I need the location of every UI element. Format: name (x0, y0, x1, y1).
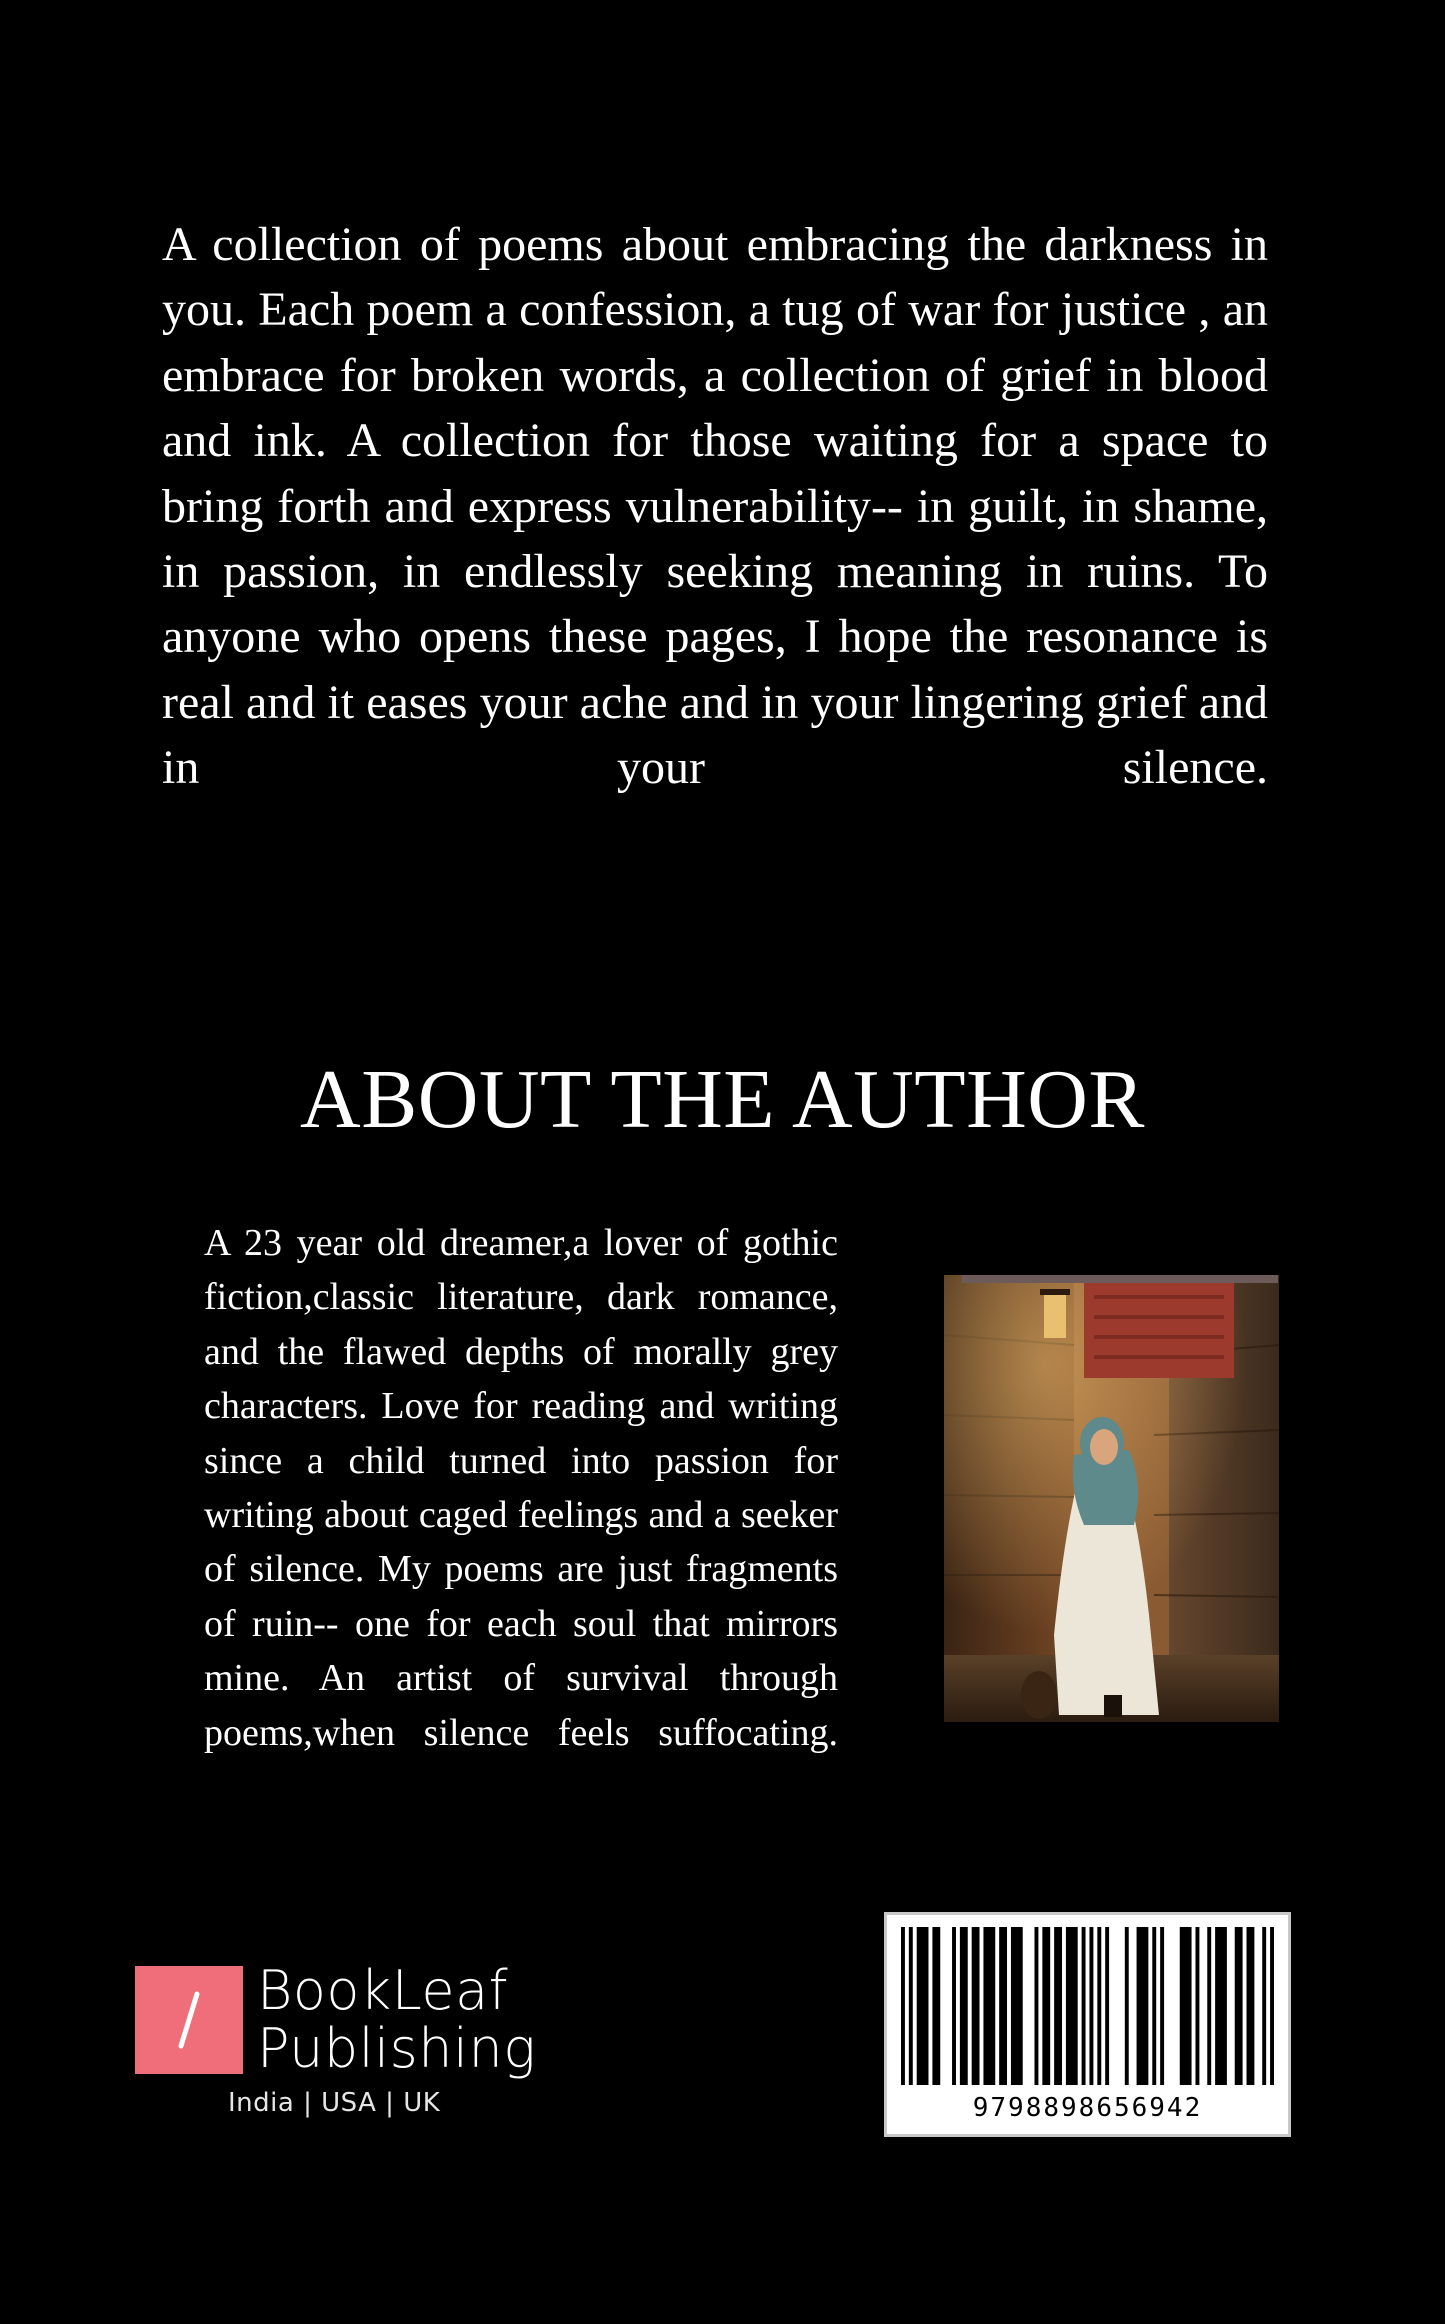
barcode-bar (1270, 1927, 1274, 2085)
author-photo (944, 1275, 1279, 1722)
barcode-bar (1235, 1927, 1243, 2085)
barcode-bar (1125, 1927, 1129, 2085)
publisher-slash-icon (135, 1966, 243, 2074)
barcode-bar (1011, 1927, 1023, 2085)
barcode-bar (1160, 1927, 1164, 2085)
publisher-regions: India | USA | UK (228, 2088, 441, 2118)
barcode-bar (1089, 1927, 1093, 2085)
publisher-name (257, 1959, 537, 2080)
barcode-bar (1066, 1927, 1078, 2085)
barcode-bar (1054, 1927, 1062, 2085)
isbn-barcode (884, 1912, 1291, 2137)
barcode-bar (917, 1927, 929, 2085)
barcode-bars (887, 1915, 1288, 2090)
author-bio: A 23 year old dreamer,a lover of gothic fiction,classic literature, dark romance, and the flawed depths of morally grey characters. Love for reading and writing since a child turned into passion for writing about caged feelings and a seeker of silence. My poems are just fragments of ruin-- one for each soul that mirrors mine. An artist of survival through poems,when silence feels suffocating. (204, 1222, 838, 1754)
barcode-bar (972, 1927, 980, 2085)
barcode-bar (1207, 1927, 1211, 2085)
barcode-bar (999, 1927, 1007, 2085)
barcode-bar (901, 1927, 905, 2085)
barcode-bar (952, 1927, 956, 2085)
barcode-bar (1180, 1927, 1192, 2085)
barcode-bar (1195, 1927, 1199, 2085)
barcode-bar (960, 1927, 968, 2085)
barcode-bar (1215, 1927, 1227, 2085)
publisher-logo (135, 1959, 555, 2132)
barcode-bar (909, 1927, 913, 2085)
barcode-bar (1105, 1927, 1109, 2085)
barcode-bar (1152, 1927, 1156, 2085)
isbn-number: 9798898656942 (972, 2093, 1203, 2123)
barcode-bar (983, 1927, 995, 2085)
publisher-name-line1: BookLeaf (257, 1959, 509, 2022)
barcode-bar (1262, 1927, 1266, 2085)
publisher-name-line2: Publishing (257, 2017, 537, 2080)
barcode-bar (1137, 1927, 1149, 2085)
barcode-bar (1247, 1927, 1255, 2085)
barcode-bar (1082, 1927, 1086, 2085)
barcode-bar (932, 1927, 940, 2085)
barcode-bar (1034, 1927, 1038, 2085)
back-cover-blurb: A collection of poems about embracing the darkness in you. Each poem a confession, a tug of war for justice , an embrace for broken words, a collection of grief in blood and ink. A collection for those waiting for a space to bring forth and express vulnerability-- in guilt, in shame, in passion, in endlessly seeking meaning in ruins. To anyone who opens these pages, I hope the resonance is real and it eases your ache and in your lingering grief and in your silence. (162, 218, 1268, 795)
about-the-author-heading: ABOUT THE AUTHOR (300, 1053, 1145, 1146)
barcode-bar (1042, 1927, 1050, 2085)
barcode-bar (1097, 1927, 1101, 2085)
